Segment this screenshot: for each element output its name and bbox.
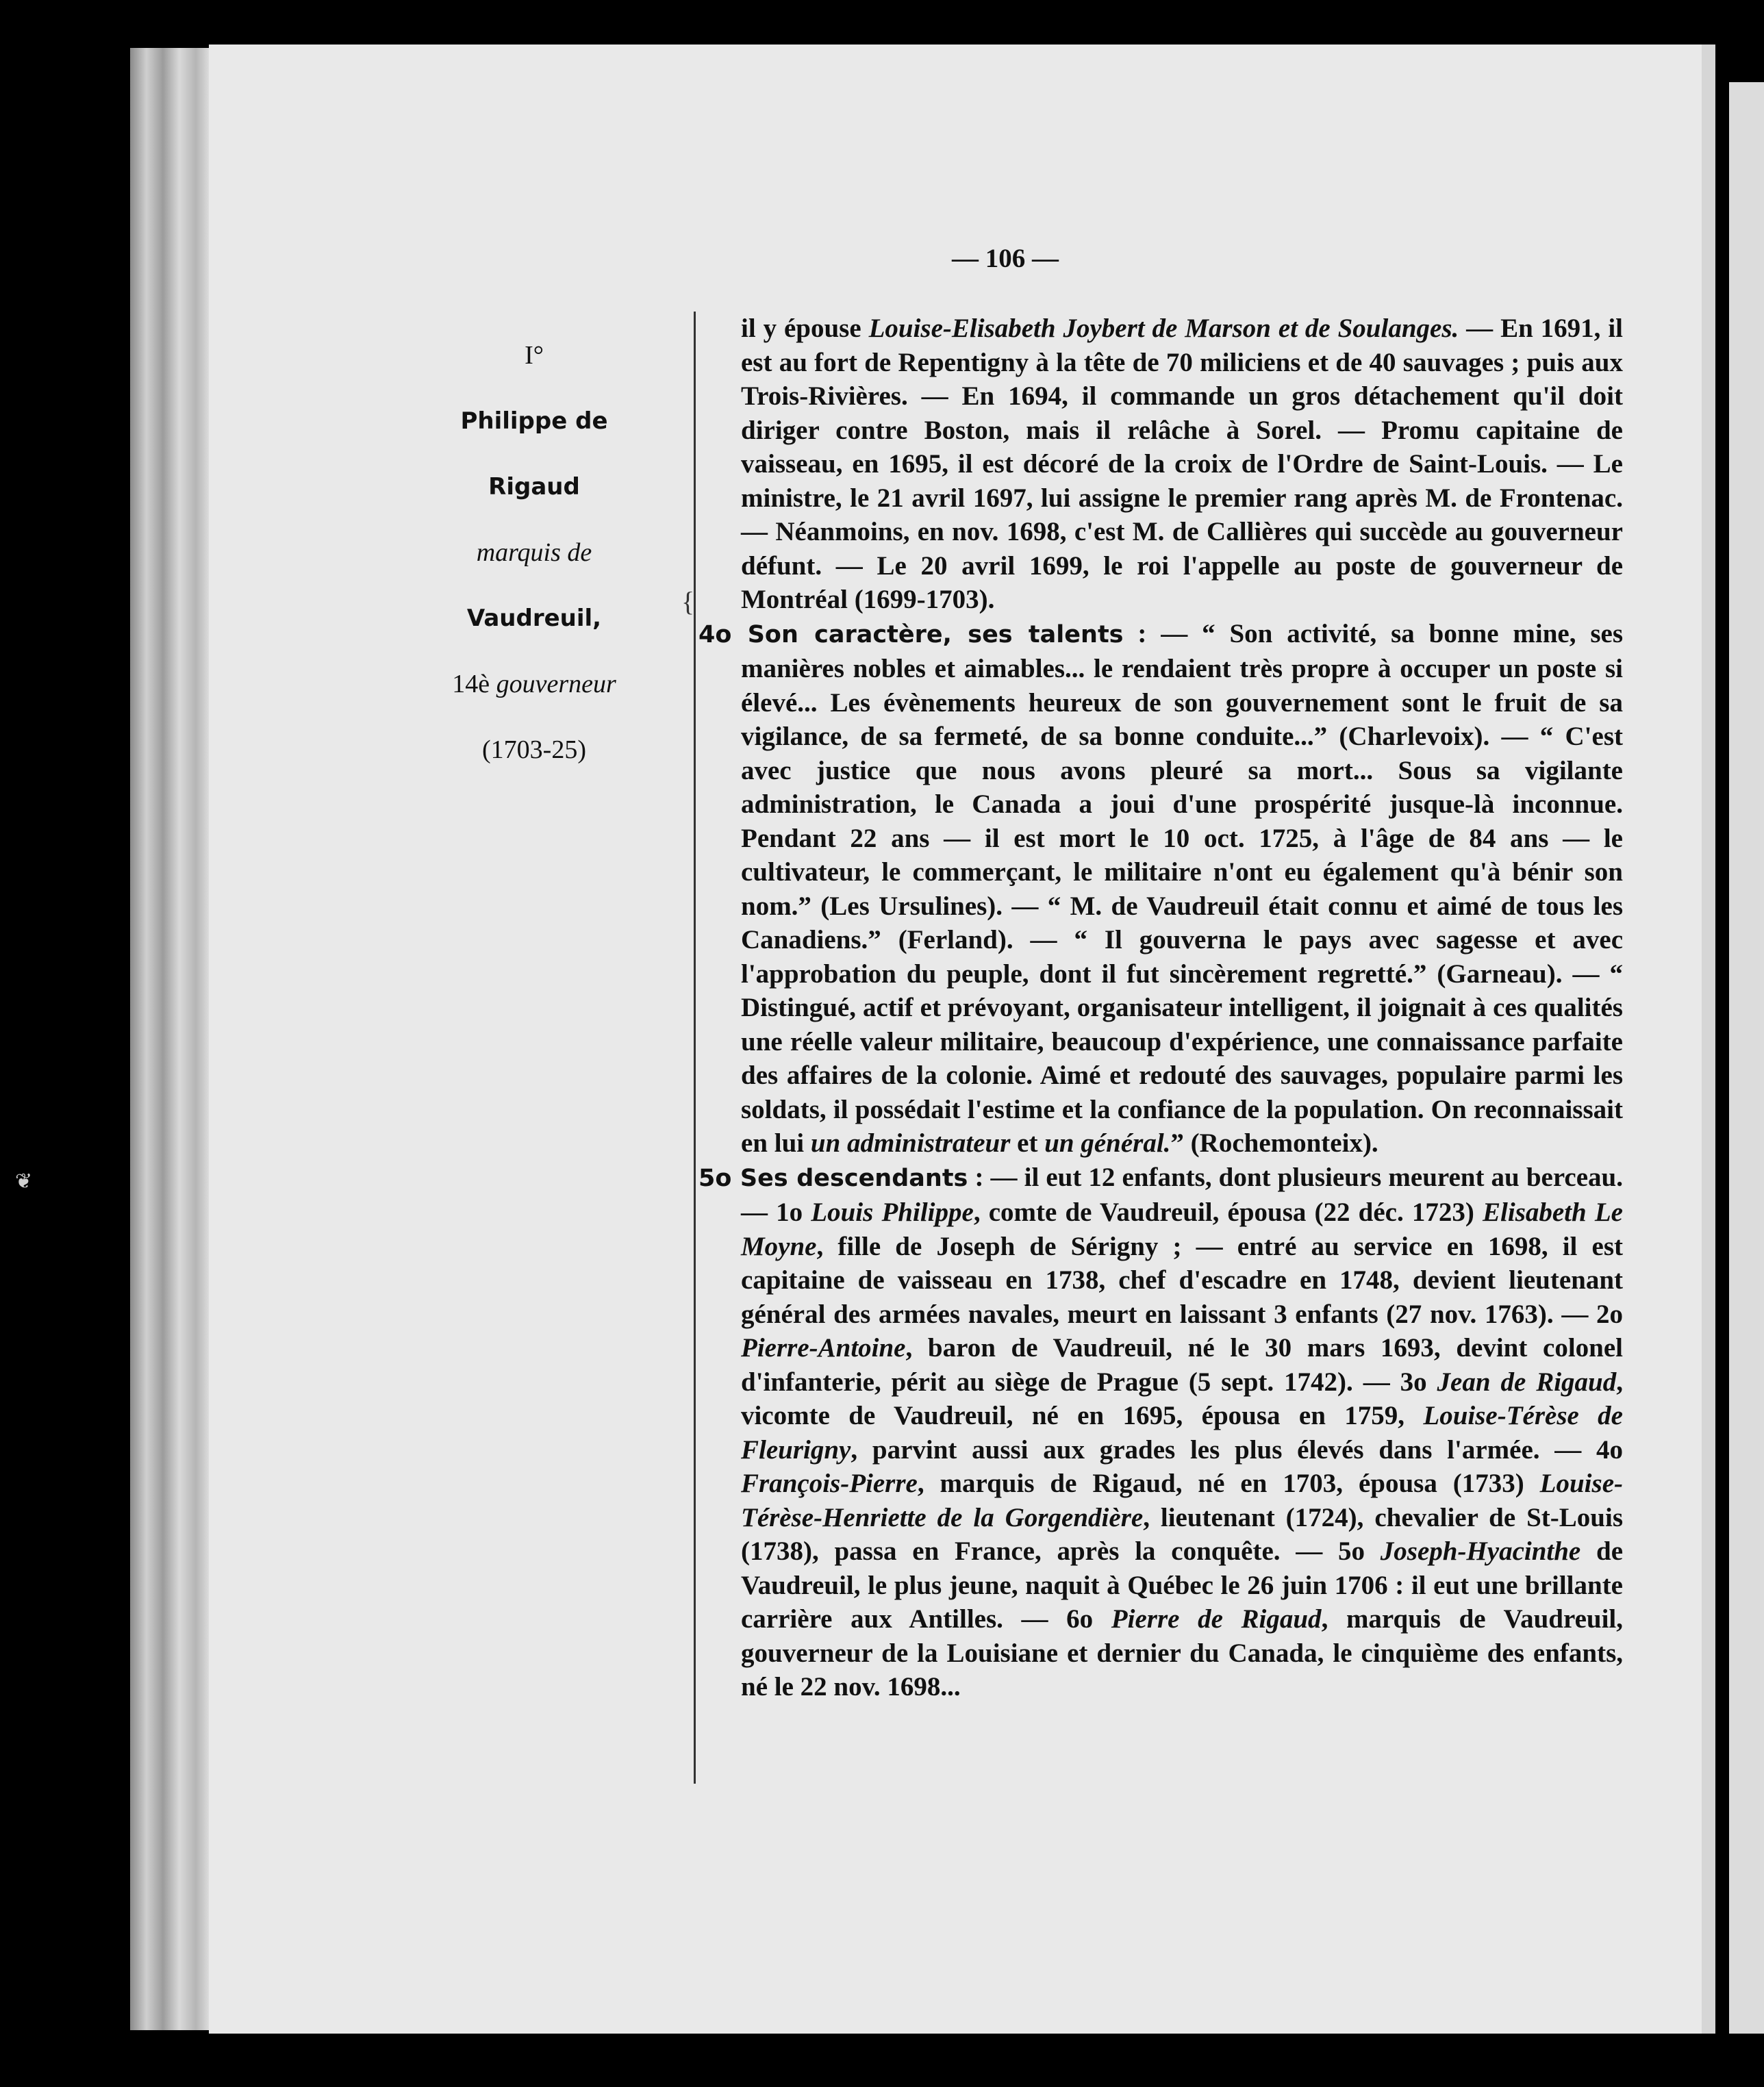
- margin-bracket: [694, 312, 696, 1784]
- text-run: ” (Rochemonteix).: [1170, 1128, 1378, 1158]
- text-run: , comte de Vaudreuil, épousa (22 déc. 1723): [973, 1198, 1483, 1227]
- text-run: , marquis de Rigaud, né en 1703, épousa (1733): [917, 1469, 1540, 1498]
- facing-page-edge: [1729, 82, 1764, 2034]
- italic-run: Elisabeth Le Moyne: [741, 1198, 1623, 1261]
- intro-paragraph: [698, 312, 1623, 617]
- edge-blot: ❦: [15, 1169, 33, 1193]
- margin-heading: [425, 339, 644, 766]
- margin-governor-line: [425, 668, 644, 733]
- italic-run: Joseph-Hyacinthe: [1380, 1536, 1581, 1566]
- italic-run: Louis Philippe: [811, 1198, 974, 1227]
- section-4-paragraph: [698, 617, 1623, 1161]
- text-run: il y épouse: [741, 314, 869, 343]
- margin-name-line2: Rigaud: [488, 473, 580, 501]
- italic-run: François-Pierre: [741, 1469, 918, 1498]
- margin-name-line3: Vaudreuil,: [466, 605, 602, 632]
- text-run: , fille de Joseph de Sérigny ; — entré au service en 1698, il est capitaine de vaisseau en 1738, chef d'escadre en 1748, devient lieutenant général des armées navales, meurt en laissant 3 enfants (27 nov. 1763). — 2o: [741, 1231, 1623, 1329]
- body-text: [698, 312, 1623, 1704]
- margin-title-line: marquis de: [476, 538, 592, 567]
- text-run: : — “ Son activité, sa bonne mine, ses manières nobles et aimables... le rendaient très propre à occuper un poste si élevé... Les évènements heureux de son gouvernement sont le fruit de sa vigilance, de sa fermeté, de sa bonne conduite...” (Charlevoix). — “ C'est avec justice que nous avons pleuré sa mort... Sous sa vigilante administration, le Canada a joui d'une prospérité jusque-là inconnue. Pendant 22 ans — il est mort le 10 oct. 1725, à l'âge de 84 ans — le cultivateur, le commerçant, le militaire n'ont eu également qu'à bénir son nom.” (Les Ursulines). — “ M. de Vaudreuil était connu et aimé de tous les Canadiens.” (Ferland). — “ Il gouverna le pays avec sagesse et avec l'approbation du peuple, dont il fut sincèrement regretté.” (Garneau). — “ Distingué, actif et prévoyant, organisateur intelligent, il joignait à ces qualités une réelle valeur militaire, beaucoup d'expérience, une connaissance parfaite des affaires de la colonie. Aimé et redouté des sauvages, populaire parmi les soldats, il possédait l'estime et la confiance de la population. On reconnaissait en lui: [741, 618, 1624, 1158]
- page-number: — 106 —: [952, 244, 1059, 273]
- text-run: et: [1010, 1128, 1045, 1158]
- margin-roman-numeral: I°: [525, 341, 544, 370]
- italic-run: Pierre de Rigaud: [1111, 1604, 1322, 1634]
- italic-run: Louise-Elisabeth Joybert de Marson et de Soulanges.: [868, 314, 1459, 343]
- text-run: , vicomte de Vaudreuil, né en 1695, épousa en 1759,: [741, 1367, 1623, 1430]
- italic-run: un général.: [1044, 1128, 1171, 1158]
- margin-name-line1: Philippe de: [460, 407, 608, 435]
- italic-run: Pierre-Antoine: [741, 1333, 906, 1363]
- section-5-paragraph: [698, 1161, 1623, 1704]
- italic-run: Louise-Térèse de Fleurigny: [741, 1401, 1623, 1465]
- text-run: de Vaudreuil, le plus jeune, naquit à Québec le 26 juin 1706 : il eut une brillante carrière aux Antilles. — 6o: [741, 1536, 1623, 1634]
- text-run: — En 1691, il est au fort de Repentigny à la tête de 70 miliciens et de 40 sauvages ; puis aux Trois-Rivières. — En 1694, il commande un gros détachement qu'il doit diriger contre Boston, mais il relâche à Sorel. — Promu capitaine de vaisseau, en 1695, il est décoré de la croix de l'Ordre de Saint-Louis. — Le ministre, le 21 avril 1697, lui assigne le premier rang après M. de Frontenac. — Néanmoins, en nov. 1698, c'est M. de Callières qui succède au gouverneur défunt. — Le 20 avril 1699, le roi l'appelle au poste de gouverneur de Montréal (1699-1703).: [741, 314, 1623, 614]
- governor-number: 14è: [452, 670, 490, 698]
- text-run: : — il eut 12 enfants, dont plusieurs meurent au berceau. — 1o: [741, 1162, 1623, 1227]
- italic-run: Jean de Rigaud: [1437, 1367, 1617, 1397]
- text-run: , lieutenant (1724), chevalier de St-Louis (1738), passa en France, après la conquête. — 5o: [741, 1502, 1623, 1566]
- section-4-heading: 4o Son caractère, ses talents: [698, 620, 1124, 648]
- section-5-heading: 5o Ses descendants: [698, 1164, 968, 1192]
- italic-run: Louise-Térèse-Henriette de la Gorgendière: [741, 1469, 1623, 1532]
- text-run: , parvint aussi aux grades les plus élevés dans l'armée. — 4o: [850, 1434, 1623, 1465]
- governor-word: gouverneur: [496, 670, 616, 698]
- italic-run: un administrateur: [810, 1128, 1011, 1158]
- text-run: , baron de Vaudreuil, né le 30 mars 1693, devint colonel d'infanterie, périt au siège de Prague (5 sept. 1742). — 3o: [741, 1333, 1623, 1397]
- page-edge-strip: [1702, 45, 1715, 2034]
- book-spine: [130, 48, 212, 2030]
- text-run: , marquis de Vaudreuil, gouverneur de la Louisiane et dernier du Canada, le cinquième des enfants, né le 22 nov. 1698...: [741, 1604, 1623, 1702]
- bracket-tip: {: [681, 586, 695, 617]
- margin-years: (1703-25): [482, 735, 586, 764]
